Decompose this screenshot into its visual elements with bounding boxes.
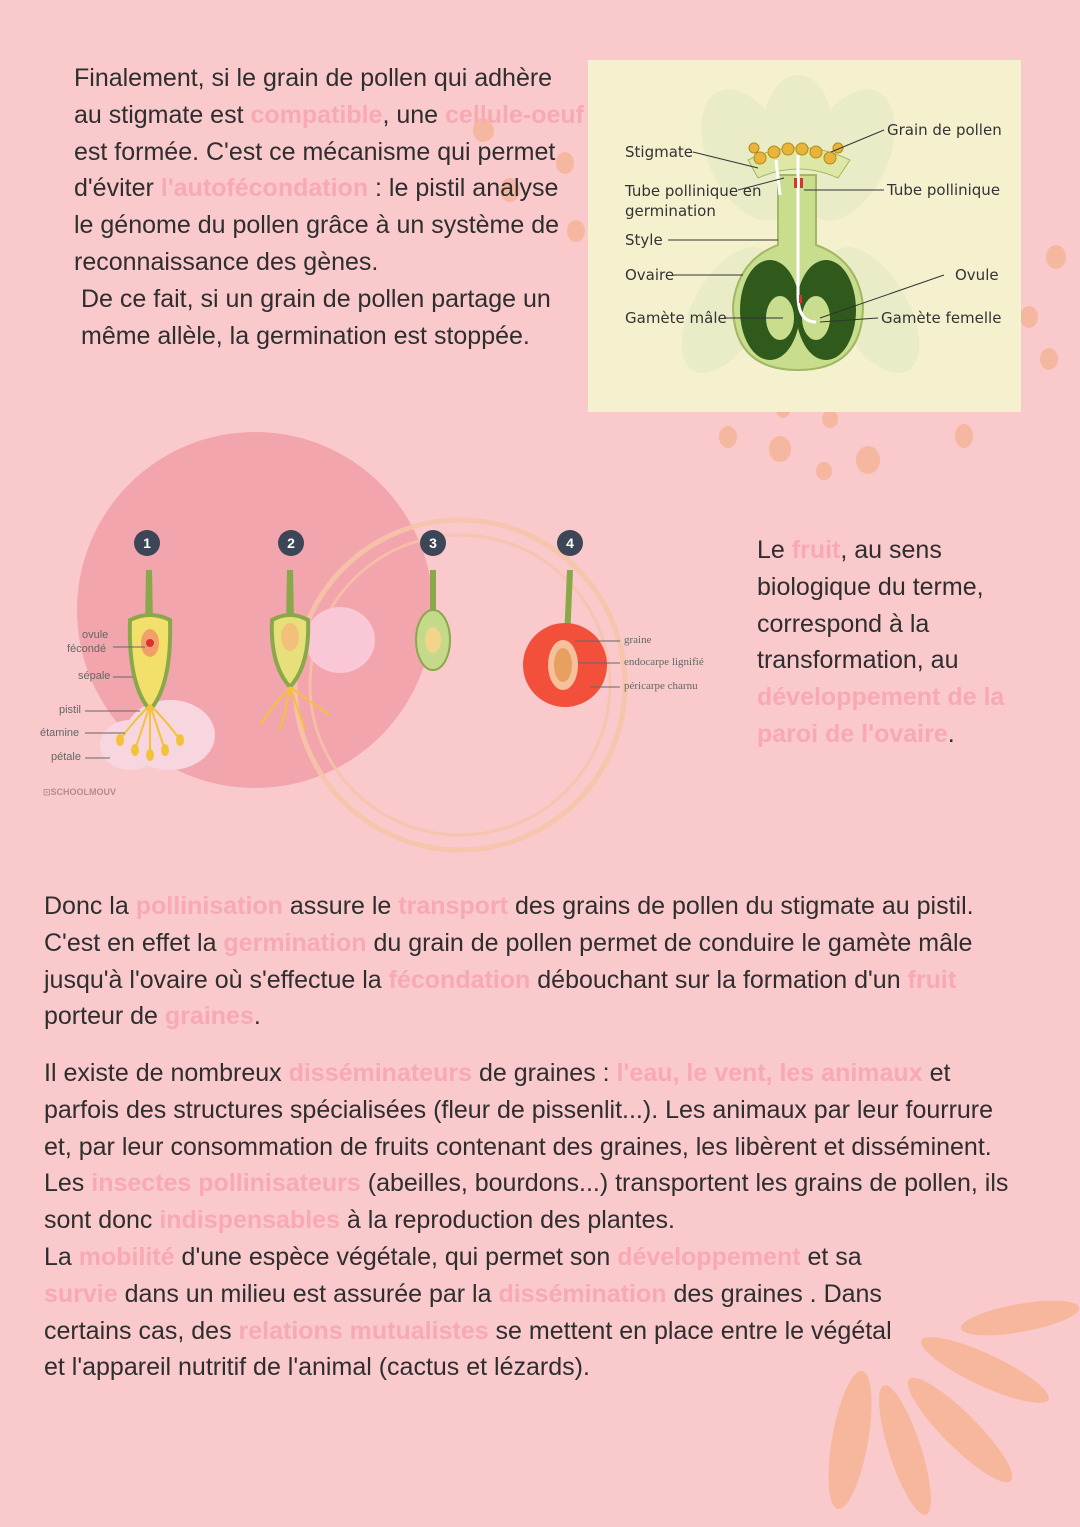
keyword-fruit: fruit [791,536,841,564]
label-graine: graine [624,634,652,646]
stage-badge-3: 3 [420,530,446,556]
label-pistil: pistil [59,704,82,716]
fruit-text-1: Le [757,536,792,564]
dissemination-text-8: et sa [800,1242,862,1271]
dissemination-text-10: des graines . Dans certains cas, des [44,1279,882,1345]
label-ovule-stage: ovule [82,629,109,641]
keyword-fecondation: fécondation [388,965,531,994]
label-style: Style [625,231,663,249]
intro-text-2: , une [382,100,446,129]
dissemination-text-3: et parfois des structures spécialisées (fleur de pissenlit...). Les animaux par leur fourrure et, par leur consommation de fruits contenant des graines, les libèrent et disséminent. Les [44,1059,994,1198]
intro-paragraph [74,60,584,354]
intro-text-3: est formée. C'est ce mécanisme qui permet d'éviter [74,137,556,203]
keyword-compatible: compatible [250,100,383,129]
keyword-developpement: développement [617,1242,801,1271]
keyword-indispensables: indispensables [159,1206,340,1235]
stage-badge-4: 4 [557,530,583,556]
pollination-text-4: du grain de pollen permet de conduire le gamète mâle jusqu'à l'ovaire où s'effectue la [44,928,973,994]
label-feconde: fécondé [67,643,107,655]
pollination-text-6: porteur de [44,1002,165,1031]
intro-text-4: : le pistil analyse le génome du pollen grâce à un système de reconnaissance des gènes. [74,174,560,276]
label-pericarpe: péricarpe charnu [624,680,698,692]
dissemination-text-6: La [44,1242,79,1271]
fruit-text-3: . [947,719,955,748]
label-tube-pollinique: Tube pollinique [887,181,1001,199]
keyword-insectes-pollinisateurs: insectes pollinisateurs [91,1169,361,1198]
pollination-text-2: assure le [282,892,399,920]
keyword-autofecondation: l'autofécondation [160,174,369,203]
label-petale: pétale [51,751,81,763]
label-endocarpe: endocarpe lignifié [624,656,704,668]
label-ovaire: Ovaire [625,266,675,284]
keyword-disseminateurs: disséminateurs [288,1059,472,1087]
dissemination-text-7: d'une espèce végétale, qui permet son [174,1242,618,1271]
pollination-text [44,888,1004,1035]
dissemination-text-1: Il existe de nombreux [44,1059,289,1087]
pistil-diagram [588,60,1021,412]
pollination-text-3: des grains de pollen du stigmate au pistil. C'est en effet la [44,892,974,957]
keyword-mobilite: mobilité [78,1242,175,1271]
dissemination-text-b [44,1239,914,1386]
dissemination-text-a [44,1055,1024,1239]
schoolmouv-credit-text: SCHOOLMOUV [50,787,117,797]
pollination-text-1: Donc la [44,892,136,920]
label-grain-pollen: Grain de pollen [887,121,1002,139]
keyword-survie: survie [44,1279,118,1308]
pollination-text-5: débouchant sur la formation d'un [530,965,908,994]
schoolmouv-credit [43,787,116,798]
label-stigmate: Stigmate [625,143,694,161]
intro-text-5: De ce fait, si un grain de pollen partage un même allèle, la germination est stoppée. [81,284,551,350]
keyword-graines: graines [164,1002,254,1031]
stage-badge-2: 2 [278,530,304,556]
stage-badge-1: 1 [134,530,160,556]
keyword-pollinisation: pollinisation [135,892,283,920]
intro-text-5-line [74,281,584,355]
label-ovule: Ovule [955,266,999,284]
intro-text [74,60,584,281]
keyword-transport: transport [398,892,509,920]
pollination-paragraph [44,888,1004,1035]
dissemination-paragraph [44,1055,1024,1386]
fruit-text-2: , au sens biologique du terme, correspond à la transformation, au [757,536,984,675]
dissemination-text-9: dans un milieu est assurée par la [117,1279,499,1308]
pollination-text-7: . [253,1002,261,1031]
keyword-fruit-2: fruit [907,965,957,994]
label-gamete-femelle: Gamète femelle [881,309,1002,327]
dissemination-text-4: (abeilles, bourdons...) transportent les grains de pollen, ils sont donc [44,1169,1009,1235]
intro-text-1: Finalement, si le grain de pollen qui adhère au stigmate est [74,64,553,129]
fruit-text [757,532,1047,753]
keyword-cellule-oeuf: cellule-oeuf [445,100,584,129]
dissemination-text-2: de graines : [472,1059,617,1087]
label-sepale: sépale [78,670,111,682]
dissemination-text-5: à la reproduction des plantes. [339,1206,675,1235]
label-etamine: étamine [40,727,80,739]
keyword-dissemination: dissémination [498,1279,667,1308]
keyword-developpement-paroi: développement de la paroi de l'ovaire [757,683,1005,748]
keyword-eau-vent-animaux: l'eau, le vent, les animaux [616,1059,923,1087]
keyword-relations-mutualistes: relations mutualistes [238,1316,489,1345]
label-tube-pollinique-germination: Tube pollinique en germination [625,182,762,220]
dissemination-text-11: se mettent en place entre le végétal et l'appareil nutritif de l'animal (cactus et lézards). [44,1316,892,1382]
keyword-germination: germination [223,928,367,957]
label-gamete-male: Gamète mâle [625,309,727,327]
fruit-stages-diagram [0,425,740,865]
schoolmouv-icon: ⊡ [43,787,51,797]
fruit-paragraph [757,532,1047,753]
